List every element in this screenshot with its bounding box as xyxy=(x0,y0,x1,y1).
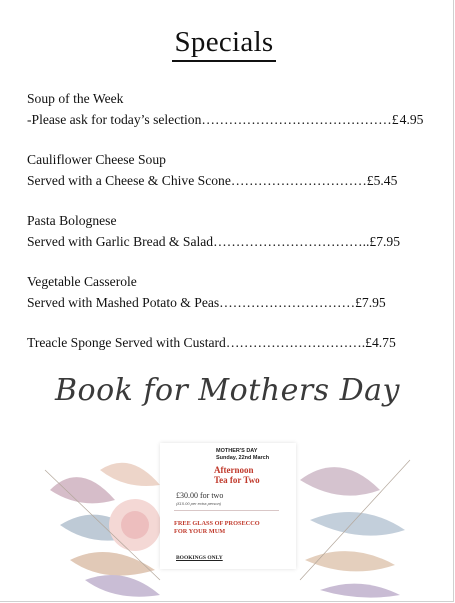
poster-title-line: Tea for Two xyxy=(214,475,260,485)
flower-shape xyxy=(121,511,149,539)
item-description: Served with a Cheese & Chive Scone…………………………£5.45 xyxy=(27,173,398,188)
item-name: Vegetable Casserole xyxy=(27,274,137,289)
leaf-shape xyxy=(50,477,115,503)
poster-date: Sunday, 22nd March xyxy=(216,455,270,461)
page-title-wrap xyxy=(0,26,448,59)
item-name: Treacle Sponge Served with Custard………………………….£4.75 xyxy=(27,335,396,350)
book-for-mothers-day-heading: Book for Mothers Day xyxy=(55,373,400,408)
poster-title-line: Afternoon xyxy=(214,465,254,475)
page-title: Specials xyxy=(172,26,275,62)
poster-date-block xyxy=(216,448,269,462)
list-item xyxy=(27,332,427,353)
item-name: Soup of the Week xyxy=(27,91,124,106)
afternoon-tea-poster xyxy=(160,443,296,569)
poster-free-offer xyxy=(174,520,260,536)
list-item xyxy=(27,88,427,130)
item-description: Served with Garlic Bread & Salad……………………………..£7.95 xyxy=(27,234,401,249)
poster-title xyxy=(214,465,260,485)
item-description: -Please ask for today’s selection……………………………………£ 4.95 xyxy=(27,112,424,127)
leaf-shape xyxy=(320,584,400,598)
divider xyxy=(174,510,279,511)
poster-free-line: FOR YOUR MUM xyxy=(174,528,226,535)
poster-extra-person-note: (£15.00 per extra person) xyxy=(176,501,222,506)
leaf-shape xyxy=(305,551,395,571)
list-item xyxy=(27,149,427,191)
list-item xyxy=(27,271,427,313)
poster-free-line: FREE GLASS OF PROSECCO xyxy=(174,520,260,527)
leaf-shape xyxy=(300,467,380,495)
leaf-shape xyxy=(100,463,160,486)
leaf-shape xyxy=(70,552,155,576)
leaf-shape xyxy=(310,512,405,536)
leaf-shape xyxy=(85,575,160,597)
poster-bookings-note: BOOKINGS ONLY xyxy=(176,555,223,561)
item-description: Served with Mashed Potato & Peas…………………………£7.95 xyxy=(27,295,386,310)
poster-price: £30.00 for two xyxy=(176,491,224,500)
poster-event-label: MOTHER'S DAY xyxy=(216,448,258,454)
specials-list xyxy=(27,88,427,372)
list-item xyxy=(27,210,427,252)
item-name: Pasta Bolognese xyxy=(27,213,117,228)
item-name: Cauliflower Cheese Soup xyxy=(27,152,166,167)
